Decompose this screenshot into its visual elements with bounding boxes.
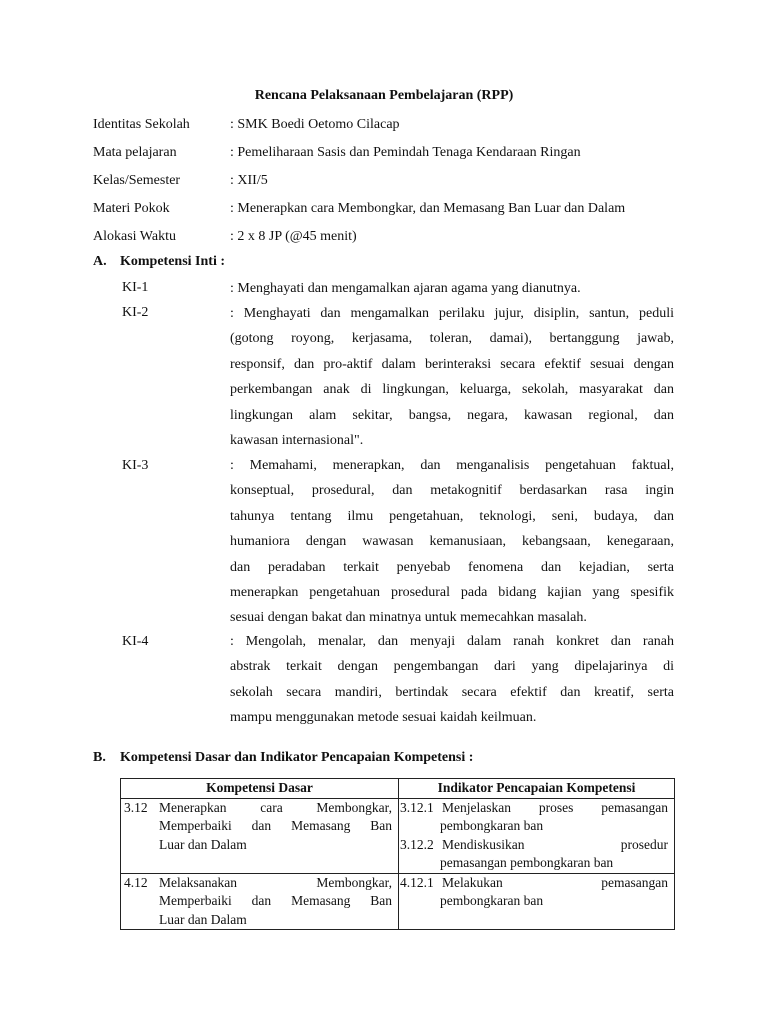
kd-line: Menerapkan cara Membongkar,	[159, 799, 392, 815]
section-a-number: A.	[93, 254, 107, 269]
indicator-text: Menjelaskan proses pemasangan	[442, 799, 668, 815]
ki-3-line: dan peradaban terkait penyebab fenomena dan kejadian, serta	[230, 559, 674, 575]
ki-4-label: KI-4	[122, 634, 149, 649]
indicator-text: Mendiskusikan prosedur	[442, 836, 668, 852]
identity-label-school: Identitas Sekolah	[93, 117, 190, 132]
indicator-item	[399, 836, 674, 873]
indicator-text-cont: pemasangan pembongkaran ban	[440, 855, 614, 870]
identity-value-class: : XII/5	[230, 173, 268, 188]
ki-3-label: KI-3	[122, 458, 149, 473]
ki-2-label: KI-2	[122, 305, 149, 320]
ki-2-line: lingkungan alam sekitar, bangsa, negara, kawasan regional, dan	[230, 407, 674, 423]
section-b-title: Kompetensi Dasar dan Indikator Pencapaian Kompetensi :	[120, 750, 474, 765]
kd-line: Luar dan Dalam	[159, 836, 247, 852]
indicator-number: 3.12.1	[400, 799, 434, 815]
identity-label-class: Kelas/Semester	[93, 173, 181, 188]
identity-label-subject: Mata pelajaran	[93, 145, 177, 160]
indicator-cell	[399, 873, 675, 930]
ki-4-line: abstrak terkait dengan pengembangan dari yang dipelajarinya di	[230, 659, 674, 675]
kd-text	[159, 874, 398, 930]
competency-table	[120, 778, 675, 930]
identity-label-time: Alokasi Waktu	[93, 229, 176, 244]
section-b-number: B.	[93, 750, 106, 765]
document-title: Rencana Pelaksanaan Pembelajaran (RPP)	[254, 88, 514, 103]
ki-2-line: perkembangan anak di lingkungan, keluarga, sekolah, masyarakat dan	[230, 382, 674, 398]
ki-3-line: konseptual, prosedural, dan metakognitif berdasarkan rasa ingin	[230, 483, 674, 499]
indicator-item	[399, 799, 674, 836]
identity-value-subject: : Pemeliharaan Sasis dan Pemindah Tenaga Kendaraan Ringan	[230, 145, 581, 160]
table-header-kd: Kompetensi Dasar	[121, 779, 399, 799]
indicator-item	[399, 874, 674, 911]
ki-3-line: : Memahami, menerapkan, dan menganalisis pengetahuan faktual,	[230, 458, 674, 473]
ki-4-line: sekolah secara mandiri, bertindak secara efektif dan kreatif, serta	[230, 684, 674, 700]
ki-2-line: : Menghayati dan mengamalkan perilaku jujur, disiplin, santun, peduli	[230, 306, 674, 321]
kd-line: Memperbaiki dan Memasang Ban	[159, 893, 392, 908]
ki-2-line: responsif, dan pro-aktif dalam berinteraksi secara efektif sesuai dengan	[230, 356, 674, 372]
ki-3-text	[230, 453, 674, 631]
table-header-indicator: Indikator Pencapaian Kompetensi	[399, 779, 675, 799]
ki-1-label: KI-1	[122, 280, 149, 295]
table-row	[121, 798, 675, 873]
ki-4-line: mampu menggunakan metode sesuai kaidah keilmuan.	[230, 710, 537, 726]
kd-line: Melaksanakan Membongkar,	[159, 874, 392, 890]
identity-value-topic: : Menerapkan cara Membongkar, dan Memasang Ban Luar dan Dalam	[230, 201, 626, 216]
ki-3-line: menerapkan pengetahuan prosedural pada bidang kajian yang spesifik	[230, 585, 674, 601]
section-a-title: Kompetensi Inti :	[120, 254, 225, 269]
indicator-number: 4.12.1	[400, 874, 434, 890]
ki-2-line: (gotong royong, kerjasama, toleran, damai), bertanggung jawab,	[230, 331, 674, 347]
ki-4-text	[230, 629, 674, 731]
kd-number: 4.12	[124, 874, 148, 890]
kd-cell	[121, 798, 399, 873]
indicator-text: Melakukan pemasangan	[442, 874, 668, 890]
kd-text	[159, 799, 398, 855]
indicator-text-cont: pembongkaran ban	[440, 818, 544, 833]
ki-3-line: tahunya tentang ilmu pengetahuan, teknologi, seni, budaya, dan	[230, 508, 674, 524]
kd-cell	[121, 873, 399, 930]
kd-number: 3.12	[124, 799, 148, 815]
ki-3-line: sesuai dengan bakat dan minatnya untuk memecahkan masalah.	[230, 610, 587, 626]
table-row	[121, 873, 675, 930]
section-b-heading	[93, 750, 473, 766]
ki-4-line: : Mengolah, menalar, dan menyaji dalam ranah konkret dan ranah	[230, 634, 674, 649]
ki-2-line: kawasan internasional".	[230, 433, 364, 449]
kd-line: Memperbaiki dan Memasang Ban	[159, 818, 392, 833]
ki-1-text	[230, 276, 674, 301]
identity-label-topic: Materi Pokok	[93, 201, 170, 216]
kd-line: Luar dan Dalam	[159, 911, 247, 927]
table-header-row	[121, 779, 675, 799]
indicator-text-cont: pembongkaran ban	[440, 893, 544, 908]
section-a-heading	[93, 254, 225, 270]
ki-1-line: : Menghayati dan mengamalkan ajaran agama yang dianutnya.	[230, 281, 581, 296]
indicator-cell	[399, 798, 675, 873]
identity-value-time: : 2 x 8 JP (@45 menit)	[230, 229, 357, 244]
identity-value-school: : SMK Boedi Oetomo Cilacap	[230, 117, 400, 132]
ki-2-text	[230, 301, 674, 453]
ki-3-line: humaniora dengan wawasan kemanusiaan, kebangsaan, kenegaraan,	[230, 534, 674, 550]
indicator-number: 3.12.2	[400, 836, 434, 852]
